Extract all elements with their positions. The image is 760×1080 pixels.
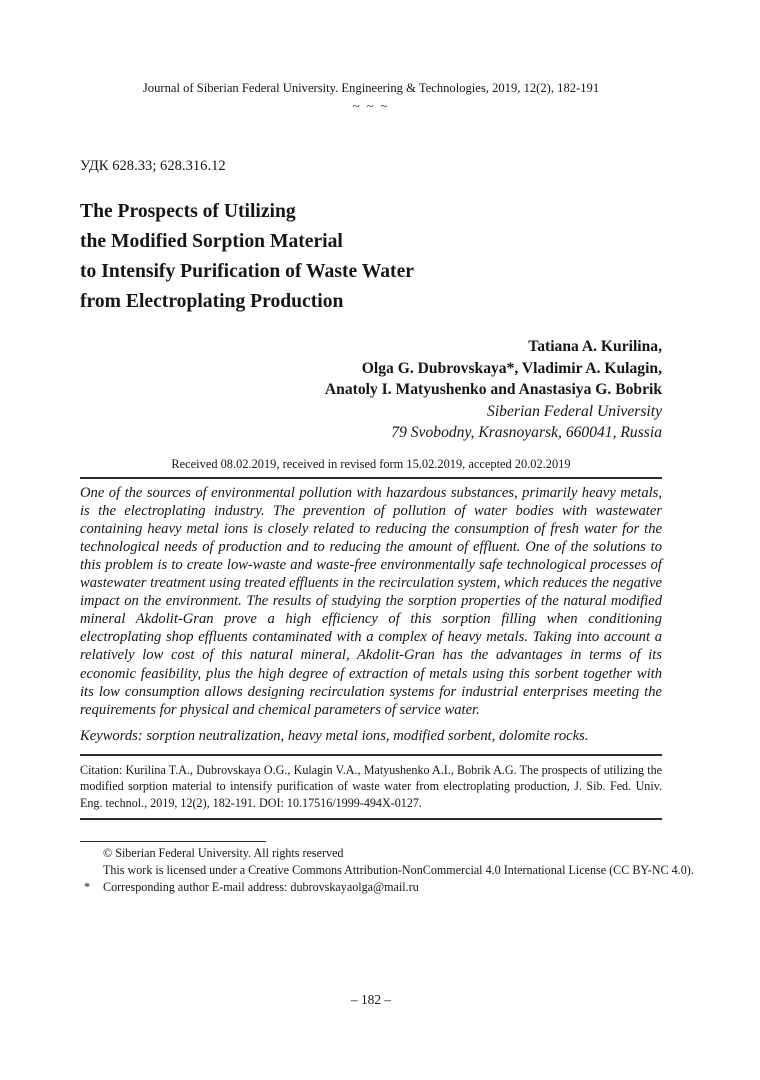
tilde-divider: ~ ~ ~	[352, 99, 390, 113]
divider-rule-bottom	[80, 818, 662, 820]
title-line-2: the Modified Sorption Material	[80, 231, 343, 252]
corresponding-email-text: Corresponding author E-mail address: dubrovskayaolga@mail.ru	[103, 879, 419, 894]
title-line-1: The Prospects of Utilizing	[80, 201, 296, 222]
divider-rule-middle	[80, 754, 662, 756]
footnote-rule	[80, 841, 266, 842]
authors-line-3: Anatoly I. Matyushenko and Anastasiya G. Bobrik	[324, 381, 662, 399]
citation-text: Citation: Kurilina T.A., Dubrovskaya O.G., Kulagin V.A., Matyushenko A.I., Bobrik A.G. The prospects of utilizing the modified sorption material to intensify purification of waste water from electroplating production, J. Sib. Fed. Univ. Eng. technol., 2019, 12(2), 182-191. DOI: 10.17516/1999-494X-0127.	[80, 762, 662, 810]
copyright-line: © Siberian Federal University. All rights reserved	[103, 845, 344, 860]
corresponding-author-line	[80, 879, 662, 896]
corresponding-asterisk: *	[84, 879, 91, 894]
authors-block	[80, 336, 662, 401]
affiliation-block	[80, 401, 662, 444]
license-line: This work is licensed under a Creative Commons Attribution-NonCommercial 4.0 International License (CC BY-NC 4.0).	[103, 862, 694, 877]
divider-rule-top	[80, 477, 662, 479]
title-line-3: to Intensify Purification of Waste Water	[80, 261, 414, 282]
page-number: – 182 –	[350, 992, 392, 1007]
affiliation-address: 79 Svobodny, Krasnoyarsk, 660041, Russia	[391, 424, 662, 442]
authors-line-2: Olga G. Dubrovskaya*, Vladimir A. Kulagin,	[361, 359, 662, 377]
title-line-4: from Electroplating Production	[80, 291, 344, 312]
footnote-block	[80, 841, 694, 896]
udc-code: УДК 628.33; 628.316.12	[80, 158, 226, 174]
affiliation-institution: Siberian Federal University	[487, 402, 662, 420]
keywords-line: Keywords: sorption neutralization, heavy metal ions, modified sorbent, dolomite rocks.	[80, 727, 589, 744]
journal-header: Journal of Siberian Federal University. Engineering & Technologies, 2019, 12(2), 182-191	[142, 81, 600, 95]
authors-line-1: Tatiana A. Kurilina,	[528, 338, 662, 355]
received-dates: Received 08.02.2019, received in revised form 15.02.2019, accepted 20.02.2019	[171, 456, 571, 471]
paper-title	[80, 197, 662, 317]
abstract-text: One of the sources of environmental pollution with hazardous substances, primarily heavy metals, is the electroplating industry. The prevention of pollution of water bodies with wastewater containing heavy metal ions is closely related to reducing the consumption of fresh water for the technological needs of production and to reducing the amount of effluent. One of the solutions to this problem is to create low-waste and waste-free environmentally safe technological processes of wastewater treatment using treated effluents in the recirculation system, which reduces the negative impact on the environment. The results of studying the sorption properties of the natural modified mineral Akdolit-Gran prove a high efficiency of this sorption filling when conditioning electroplating shop effluents contaminated with a complex of heavy metals. Taking into account a relatively low cost of this natural mineral, Akdolit-Gran has the advantages in terms of its economic feasibility, plus the high degree of extraction of metals using this sorbent together with its low consumption allows designing recirculation systems for industrial enterprises meeting the requirements for physical and chemical parameters of service water.	[80, 484, 662, 718]
